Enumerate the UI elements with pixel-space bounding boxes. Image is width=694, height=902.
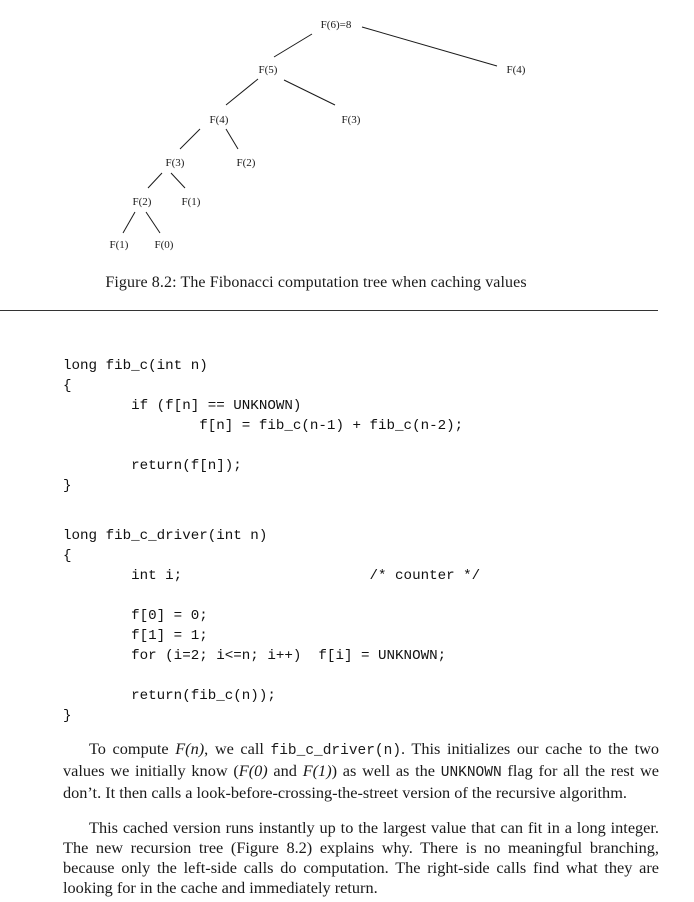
code-line: int i; /* counter */ [63,568,481,584]
node-f2: F(2) [132,196,152,208]
code-line: return(fib_c(n)); [63,688,276,704]
edge-f5-f3-right [284,80,335,105]
fibonacci-tree-figure [0,0,694,265]
node-f1-right: F(1) [181,196,201,208]
code-line: f[n] = fib_c(n-1) + fib_c(n-2); [63,418,464,434]
figure-caption: Figure 8.2: The Fibonacci computation tree when caching values [105,274,527,291]
paragraph-1 [63,739,659,803]
math-f1: F(1) [302,761,332,780]
edge-f3-f2 [148,173,162,188]
text-run: flag for all the rest we don’t. It then calls a look-before-crossing-the-street version of the recursive algorithm. [63,761,660,802]
edge-f5-f4 [226,79,258,105]
paragraph-2: This cached version runs instantly up to the largest value that can fit in a long integer. The new recursion tree (Figure 8.2) explains why. There is no meaningful branching, because only the left-side calls do computation. The right-side calls find what they are looking for in the cache and immediately return. [63,818,659,897]
math-f0: F(0) [238,761,268,780]
node-f4: F(4) [209,114,229,126]
node-f3-right: F(3) [341,114,361,126]
node-f2-right: F(2) [236,157,256,169]
code-line: } [63,708,72,724]
text-run: . This initializes our cache to the two values we initially know ( [63,739,659,780]
edge-f2-f0 [146,212,160,233]
node-f3: F(3) [165,157,185,169]
edge-f6-f5 [274,34,312,57]
section-divider [0,310,658,311]
inline-code: fib_c_driver(n) [270,743,402,759]
text-run: ) as well as the [331,761,441,780]
code-line: { [63,378,72,394]
text-run: To compute [89,739,176,758]
code-line: if (f[n] == UNKNOWN) [63,398,302,414]
code-line: } [63,478,72,494]
edge-f4-f2-right [226,129,238,149]
inline-code: UNKNOWN [440,765,502,781]
edge-f6-f4-right [362,27,497,66]
node-f1: F(1) [109,239,129,251]
edge-f4-f3 [180,129,200,149]
code-line: f[0] = 0; [63,608,208,624]
code-line: long fib_c(int n) [63,358,208,374]
code-block-fib-c-driver [63,526,480,726]
node-f0: F(0) [154,239,174,251]
node-f5: F(5) [258,64,278,76]
math-fn: F(n) [175,739,205,758]
text-run: , we call [204,739,271,758]
edge-f3-f1-right [171,173,185,188]
edge-f2-f1 [123,212,135,233]
code-line: return(f[n]); [63,458,242,474]
code-line: for (i=2; i<=n; i++) f[i] = UNKNOWN; [63,648,447,664]
node-f4-right: F(4) [506,64,526,76]
code-line: f[1] = 1; [63,628,208,644]
node-f6-root: F(6)=8 [320,19,352,31]
text-run: and [267,761,303,780]
code-line: { [63,548,72,564]
code-line: long fib_c_driver(int n) [63,528,268,544]
code-block-fib-c [63,356,463,496]
